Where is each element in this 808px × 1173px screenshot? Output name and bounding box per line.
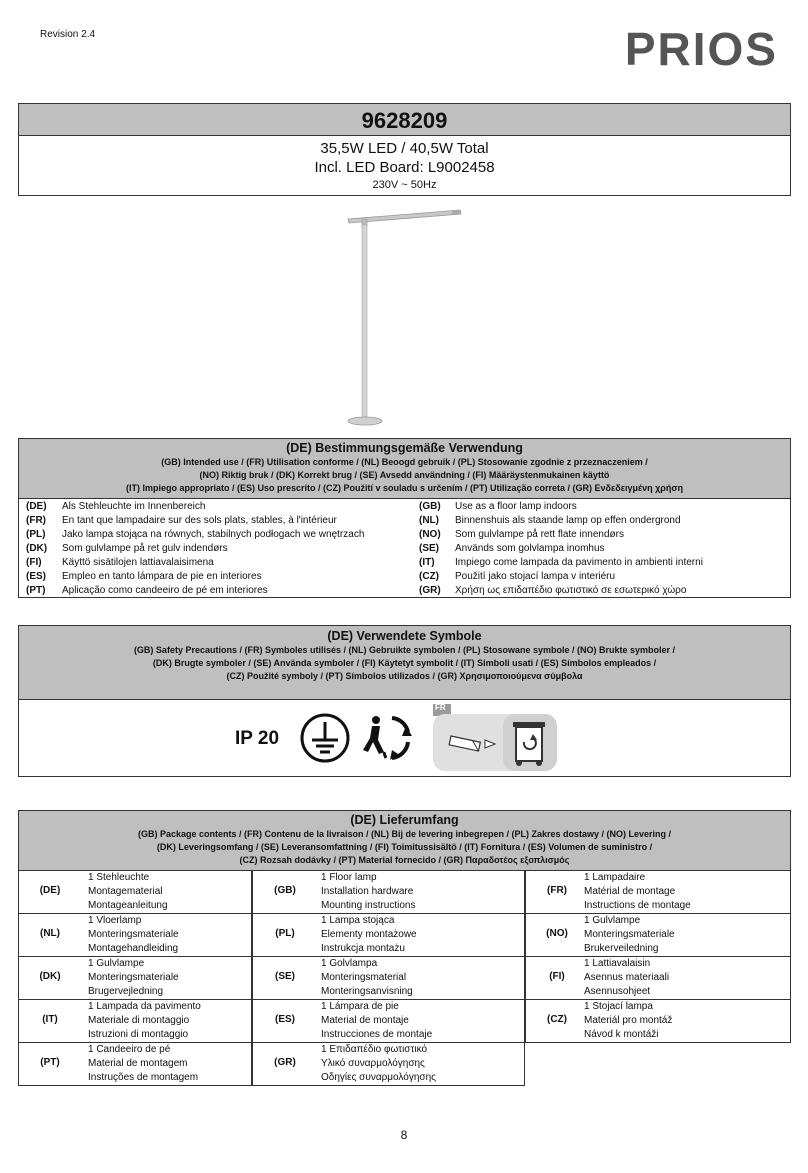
- fr-recycling-info-icon: [433, 704, 559, 772]
- package-cell: [525, 999, 791, 1043]
- language-code: (NL): [40, 928, 60, 939]
- package-cell: [252, 999, 525, 1043]
- product-board: Incl. LED Board: L9002458: [314, 159, 495, 176]
- use-text: Jako lampa stojąca na równych, stabilnych podłogach we wnętrzach: [62, 529, 365, 540]
- package-item-line: Instructions de montage: [584, 900, 691, 911]
- package-cell: [252, 956, 525, 1000]
- package-item-line: Instrucciones de montaje: [321, 1029, 433, 1040]
- package-cell: [18, 956, 252, 1000]
- language-code: (PT): [26, 585, 46, 596]
- language-code: (PT): [40, 1057, 60, 1068]
- brand-logo: PRIOS: [624, 23, 778, 75]
- package-item-line: 1 Stehleuchte: [88, 872, 150, 883]
- language-code: (DK): [26, 543, 48, 554]
- use-row-right: [412, 528, 792, 542]
- package-item-line: Monteringsanvisning: [321, 986, 413, 997]
- package-cell: [525, 956, 791, 1000]
- language-code: (GB): [419, 501, 441, 512]
- intended-use-title: (DE) Bestimmungsgemäße Verwendung: [286, 441, 523, 455]
- language-code: (DE): [26, 501, 47, 512]
- intended-use-subtitle-2: (NO) Riktig bruk / (DK) Korrekt brug / (SE) Avsedd användning / (FI) Määräystenmukainen käyttö: [199, 470, 610, 480]
- language-code: (PL): [275, 928, 295, 939]
- package-item-line: Montagehandleiding: [88, 943, 179, 954]
- package-item-line: Mounting instructions: [321, 900, 416, 911]
- fr-label: FR: [435, 703, 446, 712]
- language-code: (IT): [42, 1014, 58, 1025]
- package-cell: [252, 1042, 525, 1086]
- package-item-line: 1 Gulvlampe: [88, 958, 145, 969]
- use-text: Som gulvlampe på ret gulv indendørs: [62, 543, 228, 554]
- package-item-line: Návod k montáži: [584, 1029, 659, 1040]
- package-item-line: Montageanleitung: [88, 900, 168, 911]
- language-code: (SE): [419, 543, 439, 554]
- package-item-line: Monteringsmateriale: [88, 929, 179, 940]
- language-code: (GR): [419, 585, 441, 596]
- language-code: (CZ): [419, 571, 439, 582]
- package-item-line: 1 Lampa stojąca: [321, 915, 395, 926]
- language-code: (DK): [39, 971, 61, 982]
- package-item-line: Brugervejledning: [88, 986, 164, 997]
- package-item-line: Instruções de montagem: [88, 1072, 199, 1083]
- package-cell: [18, 870, 252, 914]
- package-item-line: Οδηγίες συναρμολόγησης: [321, 1072, 436, 1083]
- package-item-line: 1 Floor lamp: [321, 872, 377, 883]
- page-number: 8: [400, 1128, 408, 1142]
- language-code: (FR): [26, 515, 46, 526]
- use-row-right: [412, 514, 792, 528]
- use-text: Als Stehleuchte im Innenbereich: [62, 501, 206, 512]
- use-row-right: [412, 500, 792, 514]
- ip-rating: IP 20: [235, 728, 280, 749]
- use-text: Use as a floor lamp indoors: [455, 501, 577, 512]
- language-code: (ES): [26, 571, 46, 582]
- use-text: Empleo en tanto lámpara de pie en interiores: [62, 571, 262, 582]
- intended-use-body: [18, 498, 791, 598]
- use-row-right: [412, 570, 792, 584]
- package-item-line: 1 Lampada da pavimento: [88, 1001, 201, 1012]
- use-row-right: [412, 584, 792, 598]
- package-item-line: Matérial de montage: [584, 886, 676, 897]
- language-code: (GB): [274, 885, 296, 896]
- package-item-line: Material de montaje: [321, 1015, 409, 1026]
- language-code: (CZ): [547, 1014, 567, 1025]
- package-cell: [18, 1042, 252, 1086]
- package-item-line: Instrukcja montażu: [321, 943, 405, 954]
- product-power: 35,5W LED / 40,5W Total: [320, 140, 489, 157]
- use-text: Binnenshuis als staande lamp op effen ondergrond: [455, 515, 681, 526]
- use-text: Aplicação como candeeiro de pé em interiores: [62, 585, 268, 596]
- package-item-line: Monteringsmateriale: [88, 972, 179, 983]
- use-row-left: [19, 556, 399, 570]
- use-text: En tant que lampadaire sur des sols plats, stables, à l'intérieur: [62, 515, 337, 526]
- package-item-line: Asennus materiaali: [584, 972, 670, 983]
- package-item-line: Elementy montażowe: [321, 929, 417, 940]
- package-cell: [525, 913, 791, 957]
- use-text: Käyttö sisätilojen lattiavalaisimena: [62, 557, 214, 568]
- language-code: (PL): [26, 529, 46, 540]
- use-text: Används som golvlampa inomhus: [455, 543, 605, 554]
- package-item-line: 1 Stojací lampa: [584, 1001, 653, 1012]
- package-cell: [252, 913, 525, 957]
- use-text: Impiego come lampada da pavimento in ambienti interni: [455, 557, 703, 568]
- language-code: (NO): [546, 928, 568, 939]
- language-code: (NL): [419, 515, 439, 526]
- package-item-line: Montagematerial: [88, 886, 163, 897]
- language-code: (FR): [547, 885, 567, 896]
- use-row-right: [412, 556, 792, 570]
- language-code: (ES): [275, 1014, 295, 1025]
- package-item-line: Asennusohjeet: [584, 986, 651, 997]
- package-item-line: Υλικό συναρμολόγησης: [321, 1058, 425, 1069]
- package-table: [18, 870, 791, 1084]
- symbols-body: [18, 699, 791, 777]
- use-row-left: [19, 570, 399, 584]
- package-item-line: 1 Vloerlamp: [88, 915, 142, 926]
- language-code: (DE): [39, 885, 61, 896]
- language-code: (FI): [26, 557, 42, 568]
- product-voltage: 230V ~ 50Hz: [372, 179, 437, 191]
- package-item-line: Materiale di montaggio: [88, 1015, 190, 1026]
- symbols-subtitle-1: (GB) Safety Precautions / (FR) Symboles utilisés / (NL) Gebruikte symbolen / (PL) Stosowane symbole / (NO) Brukte symboler /: [133, 645, 676, 655]
- symbols-subtitle-2: (DK) Brugte symboler / (SE) Använda symboler / (FI) Käytetyt symbolit / (IT) Simboli usati / (ES) Símbolos empleados /: [152, 658, 657, 668]
- package-item-line: 1 Lattiavalaisin: [584, 958, 651, 969]
- use-text: Som gulvlampe på rett flate innendørs: [455, 529, 624, 540]
- use-row-left: [19, 542, 399, 556]
- floor-lamp-illustration: [340, 205, 470, 430]
- package-item-line: Installation hardware: [321, 886, 414, 897]
- language-code: (FI): [549, 971, 565, 982]
- language-code: (IT): [419, 557, 435, 568]
- use-text: Použití jako stojací lampa v interiéru: [455, 571, 616, 582]
- package-item-line: Brukerveiledning: [584, 943, 659, 954]
- package-item-line: 1 Lampadaire: [584, 872, 646, 883]
- use-row-left: [19, 514, 399, 528]
- symbols-title: (DE) Verwendete Symbole: [327, 629, 482, 643]
- revision-label: Revision 2.4: [40, 29, 96, 40]
- package-subtitle-3: (CZ) Rozsah dodávky / (PT) Material fornecido / (GR) Παραδοτέος εξοπλισμός: [239, 855, 570, 865]
- package-item-line: Material de montagem: [88, 1058, 188, 1069]
- recycling-triman-icon: [362, 712, 414, 766]
- intended-use-subtitle-1: (GB) Intended use / (FR) Utilisation conforme / (NL) Beoogd gebruik / (PL) Stosowanie zgodnie z przeznaczeniem /: [161, 457, 648, 467]
- package-item-line: Istruzioni di montaggio: [88, 1029, 189, 1040]
- package-header: [18, 810, 791, 871]
- intended-use-header: [18, 438, 791, 499]
- package-item-line: Materiál pro montáž: [584, 1015, 673, 1026]
- package-item-line: 1 Golvlampa: [321, 958, 378, 969]
- use-row-right: [412, 542, 792, 556]
- language-code: (NO): [419, 529, 441, 540]
- use-row-left: [19, 528, 399, 542]
- package-item-line: 1 Gulvlampe: [584, 915, 641, 926]
- earth-ground-icon: [299, 712, 351, 764]
- use-row-left: [19, 500, 399, 514]
- product-number: 9628209: [18, 103, 791, 136]
- use-row-left: [19, 584, 399, 598]
- package-subtitle-2: (DK) Leveringsomfang / (SE) Leveransomfattning / (FI) Toimitussisältö / (IT) Fornitura / (ES) Volumen de suministro /: [156, 842, 653, 852]
- intended-use-subtitle-3: (IT) Impiego appropriato / (ES) Uso prescrito / (CZ) Použití v souladu s určením / (PT) Utilização correta / (GR) Ενδεδειγμένη χρήση: [126, 483, 683, 493]
- package-cell: [252, 870, 525, 914]
- package-cell: [18, 999, 252, 1043]
- package-item-line: Monteringsmateriale: [584, 929, 675, 940]
- product-spec-box: [18, 135, 791, 196]
- language-code: (SE): [275, 971, 295, 982]
- package-item-line: 1 Candeeiro de pé: [88, 1044, 171, 1055]
- package-cell: [18, 913, 252, 957]
- language-code: (GR): [274, 1057, 296, 1068]
- package-item-line: Monteringsmaterial: [321, 972, 407, 983]
- package-subtitle-1: (GB) Package contents / (FR) Contenu de la livraison / (NL) Bij de levering inbegrepen / (PL) Zakres dostawy / (NO) Levering /: [137, 829, 672, 839]
- use-text: Χρήση ως επιδαπέδιο φωτιστικό σε εσωτερικό χώρο: [455, 585, 687, 596]
- symbols-header: [18, 625, 791, 700]
- symbols-subtitle-3: (CZ) Použité symboly / (PT) Símbolos utilizados / (GR) Χρησιμοποιούμενα σύμβολα: [226, 671, 583, 681]
- package-item-line: 1 Επιδαπέδιο φωτιστικό: [321, 1044, 428, 1055]
- package-cell: [525, 870, 791, 914]
- package-title: (DE) Lieferumfang: [350, 813, 459, 827]
- package-item-line: 1 Lámpara de pie: [321, 1001, 399, 1012]
